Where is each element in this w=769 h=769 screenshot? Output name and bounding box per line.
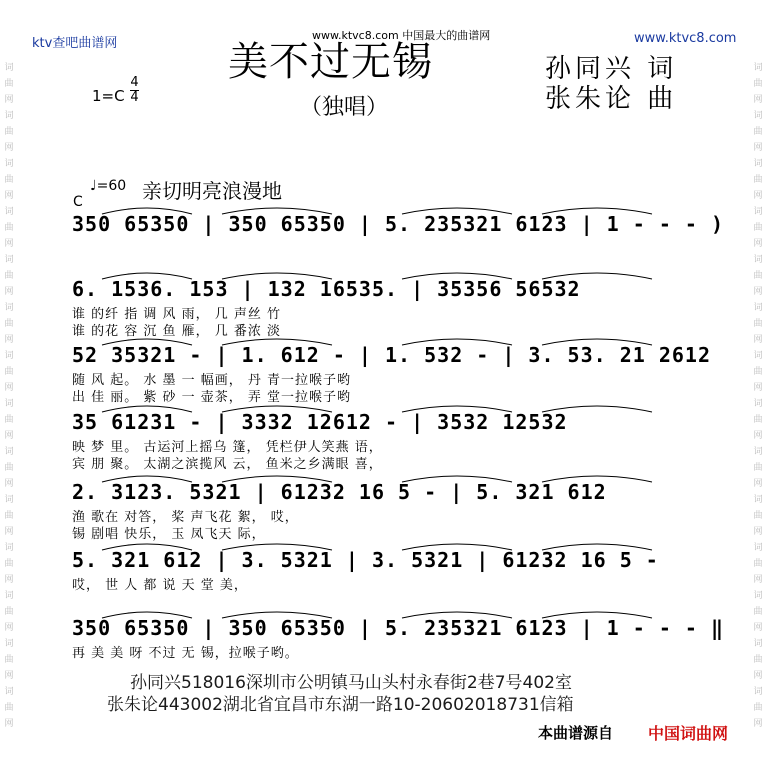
watermark-char: 网 xyxy=(753,431,763,441)
watermark-char: 曲 xyxy=(4,271,14,281)
watermark-char: 网 xyxy=(753,623,763,633)
watermark-char: 曲 xyxy=(753,463,763,473)
watermark-char: 网 xyxy=(4,431,14,441)
notation-line: 2. 3123. 5321 | 61232 16 5 - | 5. 321 612 xyxy=(72,480,607,504)
time-signature xyxy=(130,76,139,105)
notation-line: 350 65350 | 350 65350 | 5. 235321 6123 | 1 - - - ‖ xyxy=(72,616,725,640)
watermark-char: 词 xyxy=(753,543,763,553)
slur-marks xyxy=(72,470,692,484)
lyrics-verse-2: 谁 的花 容 沉 鱼 雁， 几 番浓 淡 xyxy=(72,324,282,339)
watermark-char: 网 xyxy=(753,239,763,249)
lyrics-verse-1: 再 美 美 呀 不过 无 锡，拉喉子哟。 xyxy=(72,646,299,661)
composer: 张朱论 曲 xyxy=(545,84,678,114)
slur-marks xyxy=(72,267,692,281)
expression-mark: 亲切明亮浪漫地 xyxy=(142,179,282,203)
watermark-char: 词 xyxy=(4,207,14,217)
watermark-char: 词 xyxy=(4,351,14,361)
watermark-char: 曲 xyxy=(4,175,14,185)
watermark-char: 词 xyxy=(4,639,14,649)
watermark-char: 曲 xyxy=(753,127,763,137)
watermark-char: 曲 xyxy=(4,511,14,521)
lyrics-verse-1: 哎， 世 人 都 说 天 堂 美， xyxy=(72,578,248,593)
watermark-char: 词 xyxy=(4,495,14,505)
slur-marks xyxy=(72,538,692,552)
watermark-char: 曲 xyxy=(4,463,14,473)
watermark-char: 曲 xyxy=(753,319,763,329)
watermark-char: 曲 xyxy=(753,655,763,665)
lyrics-verse-2: 宾 朋 聚。 太湖之滨揽风 云， 鱼米之乡满眼 喜， xyxy=(72,457,383,472)
notation-line: 35 61231 - | 3332 12612 - | 3532 12532 xyxy=(72,410,568,434)
slur-marks xyxy=(72,333,692,347)
site-label-center: www.ktvc8.com 中国最大的曲谱网 xyxy=(312,29,491,42)
watermark-char: 词 xyxy=(753,447,763,457)
key-signature: 1=C xyxy=(92,87,125,105)
watermark-char: 词 xyxy=(753,255,763,265)
watermark-char: 曲 xyxy=(4,223,14,233)
watermark-char: 曲 xyxy=(4,655,14,665)
watermark-char: 词 xyxy=(753,303,763,313)
watermark-char: 词 xyxy=(753,159,763,169)
watermark-char: 词 xyxy=(4,591,14,601)
watermark-char: 网 xyxy=(4,527,14,537)
watermark-char: 曲 xyxy=(753,79,763,89)
watermark-char: 词 xyxy=(753,399,763,409)
notation-line: 350 65350 | 350 65350 | 5. 235321 6123 | 1 - - - ) xyxy=(72,212,725,236)
watermark-char: 曲 xyxy=(753,607,763,617)
site-label-left: ktv查吧曲谱网 xyxy=(32,36,118,51)
watermark-char: 网 xyxy=(4,479,14,489)
watermark-char: 曲 xyxy=(753,271,763,281)
site-label-right: www.ktvc8.com xyxy=(634,31,737,46)
watermark-char: 曲 xyxy=(4,559,14,569)
watermark-char: 词 xyxy=(753,111,763,121)
lyrics-verse-1: 随 风 起。 水 墨 一 幅画， 丹 青一拉喉子哟 xyxy=(72,373,352,388)
watermark-char: 词 xyxy=(753,591,763,601)
lyrics-verse-1: 映 梦 里。 古运河上摇乌 篷， 凭栏伊人笑燕 语， xyxy=(72,440,383,455)
clef-mark: C xyxy=(73,194,83,210)
watermark-char: 曲 xyxy=(753,367,763,377)
watermark-char: 网 xyxy=(4,623,14,633)
watermark-char: 网 xyxy=(753,719,763,729)
watermark-char: 曲 xyxy=(4,415,14,425)
watermark-char: 网 xyxy=(753,383,763,393)
composer-address: 张朱论443002湖北省宜昌市东湖一路10-20602018731信箱 xyxy=(107,695,574,715)
watermark-char: 词 xyxy=(753,63,763,73)
watermark-char: 网 xyxy=(4,719,14,729)
watermark-char: 词 xyxy=(753,207,763,217)
watermark-char: 词 xyxy=(4,255,14,265)
watermark-char: 网 xyxy=(4,95,14,105)
watermark-char: 网 xyxy=(4,287,14,297)
slur-marks xyxy=(72,606,692,620)
right-watermark-column xyxy=(751,60,765,732)
watermark-char: 词 xyxy=(4,543,14,553)
watermark-char: 网 xyxy=(4,383,14,393)
watermark-char: 词 xyxy=(4,399,14,409)
time-signature-top: 4 xyxy=(130,75,139,90)
watermark-char: 曲 xyxy=(4,607,14,617)
song-title: 美不过无锡 xyxy=(228,39,433,85)
source-site: 中国词曲网 xyxy=(648,724,729,743)
watermark-char: 网 xyxy=(753,671,763,681)
watermark-char: 曲 xyxy=(4,319,14,329)
watermark-char: 曲 xyxy=(753,223,763,233)
watermark-char: 网 xyxy=(753,335,763,345)
notation-line: 5. 321 612 | 3. 5321 | 3. 5321 | 61232 16 5 - xyxy=(72,548,659,572)
watermark-char: 曲 xyxy=(753,511,763,521)
tempo-mark: ♩=60 xyxy=(90,178,127,194)
watermark-char: 网 xyxy=(4,239,14,249)
slur-marks xyxy=(72,400,692,414)
watermark-char: 词 xyxy=(753,495,763,505)
watermark-char: 曲 xyxy=(4,367,14,377)
watermark-char: 曲 xyxy=(753,415,763,425)
watermark-char: 曲 xyxy=(753,175,763,185)
song-subtitle: （独唱） xyxy=(300,95,389,120)
watermark-char: 曲 xyxy=(4,703,14,713)
lyricist-address: 孙同兴518016深圳市公明镇马山头村永春街2巷7号402室 xyxy=(130,673,572,693)
watermark-char: 词 xyxy=(753,639,763,649)
watermark-char: 曲 xyxy=(753,559,763,569)
watermark-char: 词 xyxy=(4,63,14,73)
source-label: 本曲谱源自 xyxy=(538,724,614,742)
lyrics-verse-1: 渔 歌在 对答， 桨 声飞花 絮， 哎， xyxy=(72,510,299,525)
watermark-char: 词 xyxy=(4,447,14,457)
watermark-char: 网 xyxy=(4,335,14,345)
watermark-char: 网 xyxy=(753,575,763,585)
left-watermark-column xyxy=(2,60,16,732)
watermark-char: 网 xyxy=(753,191,763,201)
watermark-char: 词 xyxy=(753,687,763,697)
watermark-char: 网 xyxy=(753,143,763,153)
watermark-char: 曲 xyxy=(753,703,763,713)
lyricist: 孙同兴 词 xyxy=(545,54,678,84)
watermark-char: 曲 xyxy=(4,127,14,137)
watermark-char: 网 xyxy=(4,143,14,153)
watermark-char: 网 xyxy=(4,671,14,681)
lyrics-verse-2: 锡 剧唱 快乐， 玉 凤飞天 际， xyxy=(72,527,266,542)
watermark-char: 网 xyxy=(4,191,14,201)
watermark-char: 网 xyxy=(753,287,763,297)
notation-line: 6. 1536. 153 | 132 16535. | 35356 56532 xyxy=(72,277,581,301)
watermark-char: 网 xyxy=(753,479,763,489)
watermark-char: 网 xyxy=(4,575,14,585)
time-signature-bottom: 4 xyxy=(130,90,139,105)
watermark-char: 曲 xyxy=(4,79,14,89)
lyrics-verse-1: 谁 的纤 指 调 风 雨， 几 声丝 竹 xyxy=(72,307,282,322)
slur-marks xyxy=(72,202,692,216)
watermark-char: 词 xyxy=(4,159,14,169)
watermark-char: 词 xyxy=(4,687,14,697)
watermark-char: 词 xyxy=(753,351,763,361)
lyrics-verse-2: 出 佳 丽。 紫 砂 一 壶茶， 弄 堂一拉喉子哟 xyxy=(72,390,352,405)
watermark-char: 网 xyxy=(753,95,763,105)
notation-line: 52 35321 - | 1. 612 - | 1. 532 - | 3. 53. 21 2612 xyxy=(72,343,712,367)
watermark-char: 词 xyxy=(4,111,14,121)
watermark-char: 网 xyxy=(753,527,763,537)
watermark-char: 词 xyxy=(4,303,14,313)
